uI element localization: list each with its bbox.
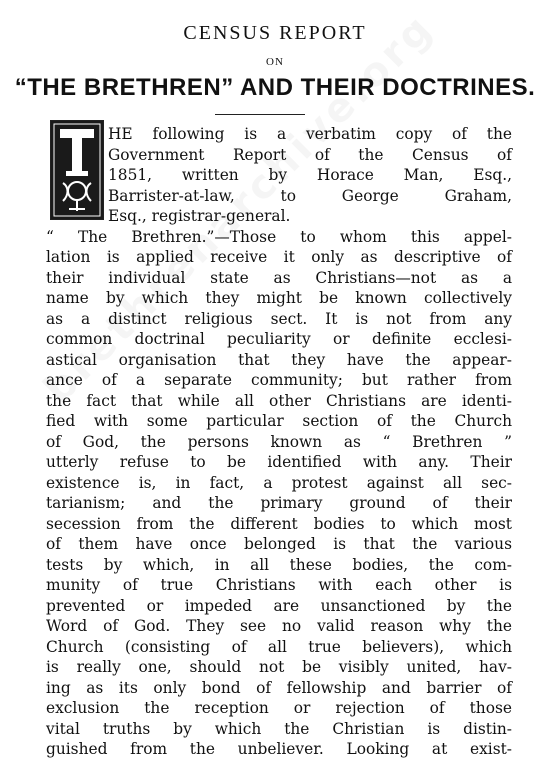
text-line: is really one, should not be visibly united, hav-	[46, 658, 512, 676]
title-divider	[215, 114, 305, 115]
text-line: of them have once belonged is that the various	[46, 535, 512, 553]
text-line: lation is applied receive it only as descriptive of	[46, 248, 512, 266]
text-line: ance of a separate community; but rather from	[46, 371, 512, 389]
report-title: CENSUS REPORT	[183, 22, 367, 44]
text-line: munity of true Christians with each other is	[46, 576, 512, 594]
text-line: astical organisation that they have the appear-	[46, 350, 512, 369]
text-line: common doctrinal peculiarity or definite ecclesi-	[46, 330, 512, 348]
text-line: Government Report of the Census of	[108, 145, 512, 164]
text-line: of God, the persons known as “ Brethren ”	[46, 432, 512, 451]
text-line: utterly refuse to be identified with any. Their	[46, 453, 512, 471]
text-line: their individual state as Christians—not as a	[46, 268, 512, 287]
text-line: exclusion the reception or rejection of those	[46, 699, 512, 717]
text-line: “ The Brethren.”—Those to whom this appel-	[46, 227, 512, 246]
title-connector: ON	[266, 56, 284, 68]
text-line: ing as its only bond of fellowship and barrier of	[46, 678, 512, 697]
text-line: prevented or impeded are unsanctioned by the	[46, 596, 512, 615]
text-line: 1851, written by Horace Man, Esq.,	[108, 166, 512, 184]
text-line: the fact that while all other Christians are identi-	[46, 391, 512, 410]
text-line: Esq., registrar-general.	[108, 207, 291, 225]
text-line: vital truths by which the Christian is distin-	[46, 719, 512, 738]
text-line: Barrister-at-law, to George Graham,	[108, 186, 512, 205]
text-line: name by which they might be known collectively	[46, 289, 512, 307]
text-line: tarianism; and the primary ground of their	[46, 494, 512, 512]
text-line: Word of God. They see no valid reason why the	[46, 617, 512, 635]
text-line: HE following is a verbatim copy of the	[108, 125, 512, 143]
text-line: fied with some particular section of the Church	[46, 412, 512, 430]
text-line: existence is, in fact, a protest against all sec-	[46, 473, 512, 492]
text-line: tests by which, in all these bodies, the com-	[46, 555, 512, 574]
text-line: guished from the unbeliever. Looking at exist-	[46, 740, 512, 758]
text-line: secession from the different bodies to which most	[46, 514, 512, 533]
report-subtitle: “THE BRETHREN” AND THEIR DOCTRINES.	[14, 74, 536, 101]
text-line: as a distinct religious sect. It is not from any	[46, 309, 512, 328]
body-text	[46, 124, 512, 760]
text-line: Church (consisting of all true believers), which	[46, 637, 512, 656]
